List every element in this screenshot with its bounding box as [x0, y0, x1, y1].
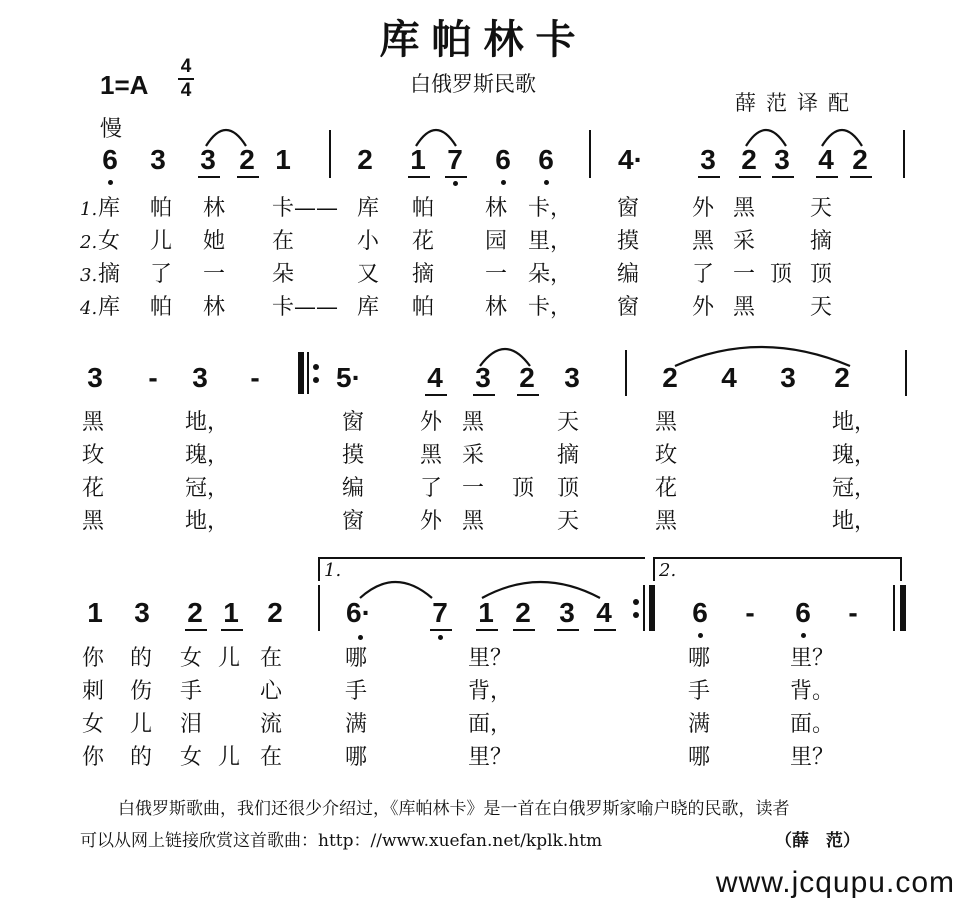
- barline: [625, 350, 627, 396]
- barline: [905, 350, 907, 396]
- volta-label-2: 2.: [659, 560, 677, 581]
- slur: [416, 130, 456, 146]
- lyric: 心: [260, 679, 283, 704]
- underline: [473, 394, 495, 396]
- lyric: 伤: [130, 679, 153, 704]
- note: 3: [87, 362, 103, 393]
- lyric: 采: [462, 443, 485, 468]
- repeat-dot: [633, 599, 639, 605]
- lyric: 编: [342, 476, 365, 501]
- lyric: 林: [485, 196, 508, 221]
- note: -: [250, 362, 260, 393]
- lyric: 地，: [832, 509, 877, 534]
- lyric: 又: [357, 262, 380, 287]
- lyric: 里？: [468, 745, 513, 770]
- lyric: 卡——: [272, 295, 339, 320]
- note: 3: [559, 597, 575, 628]
- lyric: 哪: [345, 646, 368, 671]
- lyric: 地，: [832, 410, 877, 435]
- lyric: 哪: [688, 745, 711, 770]
- footnote-signature: （薛 范）: [775, 831, 860, 851]
- lyric: 黑: [733, 295, 756, 320]
- lyric: 冠，: [185, 476, 230, 501]
- lyric: 儿: [150, 229, 173, 254]
- lyric: 花: [655, 476, 678, 501]
- lyric: 她: [203, 229, 226, 254]
- lyric: 林: [485, 295, 508, 320]
- lyric: 库: [98, 295, 121, 320]
- underline: [517, 394, 539, 396]
- note: 2: [662, 362, 678, 393]
- note: 3: [564, 362, 580, 393]
- note: 2: [519, 362, 535, 393]
- note: 2: [741, 144, 757, 175]
- lyric: 刺: [82, 679, 105, 704]
- lyric: 林: [203, 295, 226, 320]
- lyric: 天: [810, 196, 833, 221]
- underline: [430, 629, 452, 631]
- note: -: [148, 362, 158, 393]
- underline: [221, 629, 243, 631]
- underline: [476, 629, 498, 631]
- low-octave-dot: [438, 635, 443, 640]
- repeat-start-thin-bar: [307, 352, 309, 394]
- lyric: 采: [733, 229, 756, 254]
- volta-bracket-1: [318, 557, 645, 581]
- lyric: 了: [692, 262, 715, 287]
- lyric: 库: [357, 295, 380, 320]
- lyric: 库: [357, 196, 380, 221]
- lyric: 泪: [180, 712, 203, 737]
- note: 1: [478, 597, 494, 628]
- note: 2: [515, 597, 531, 628]
- lyric: 一: [485, 262, 508, 287]
- underline: [425, 394, 447, 396]
- verse-number: 3.: [80, 265, 98, 286]
- lyric: 黑: [655, 509, 678, 534]
- volta-bracket-2: [653, 557, 902, 581]
- slur: [360, 582, 432, 598]
- note: 3: [780, 362, 796, 393]
- key-signature: 1=A: [100, 70, 149, 100]
- lyric: 满: [688, 712, 711, 737]
- lyric: 瑰，: [185, 443, 230, 468]
- lyric: 卡，: [528, 196, 573, 221]
- lyric: 儿: [218, 745, 241, 770]
- lyric: 帕: [150, 295, 173, 320]
- note: 6: [795, 597, 811, 628]
- lyric: 园: [485, 229, 508, 254]
- repeat-dot: [313, 377, 319, 383]
- lyric: 黑: [82, 410, 105, 435]
- low-octave-dot: [358, 635, 363, 640]
- lyric: 一: [733, 262, 756, 287]
- note: 2: [267, 597, 283, 628]
- note: 6: [102, 144, 118, 175]
- lyric: 黑: [462, 410, 485, 435]
- lyric: 在: [260, 646, 283, 671]
- lyric: 天: [557, 509, 580, 534]
- note: -: [745, 597, 755, 628]
- lyric: 朵，: [528, 262, 573, 287]
- lyric: 一: [203, 262, 226, 287]
- arranger-credit: 薛范译配: [735, 91, 859, 115]
- lyric: 库: [98, 196, 121, 221]
- lyric: 帕: [150, 196, 173, 221]
- note: 5·: [336, 362, 361, 393]
- lyric: 地，: [185, 509, 230, 534]
- lyric: 你: [82, 646, 105, 671]
- lyric: 黑: [692, 229, 715, 254]
- repeat-end-thin-bar: [643, 585, 645, 631]
- note: 6: [495, 144, 511, 175]
- lyric: 黑: [462, 509, 485, 534]
- slur: [675, 347, 850, 366]
- time-signature-bottom: 4: [180, 80, 192, 101]
- lyric: 在: [260, 745, 283, 770]
- lyric: 天: [557, 410, 580, 435]
- low-octave-dot: [698, 633, 703, 638]
- lyric: 瑰，: [832, 443, 877, 468]
- low-octave-dot: [801, 633, 806, 638]
- lyric: 黑: [82, 509, 105, 534]
- footnote-line-2: 可以从网上链接欣赏这首歌曲：http：//www.xuefan.net/kplk.htm: [80, 831, 603, 851]
- lyric: 地，: [185, 410, 230, 435]
- lyric: 帕: [412, 196, 435, 221]
- lyric: 一: [462, 476, 485, 501]
- note: 6: [692, 597, 708, 628]
- lyric: 面。: [790, 712, 835, 737]
- repeat-dot: [313, 364, 319, 370]
- lyric: 女: [82, 712, 105, 737]
- lyric: 编: [617, 262, 640, 287]
- note: 1: [87, 597, 103, 628]
- lyric: 窗: [617, 196, 640, 221]
- note: 4: [721, 362, 737, 393]
- note: 7: [447, 144, 463, 175]
- lyric: 满: [345, 712, 368, 737]
- note: 4: [818, 144, 834, 175]
- lyric: 外: [692, 295, 715, 320]
- slur: [206, 130, 246, 146]
- note: 3: [774, 144, 790, 175]
- lyric: 外: [692, 196, 715, 221]
- lyric: 卡——: [272, 196, 339, 221]
- slur: [822, 130, 862, 146]
- lyric: 你: [82, 745, 105, 770]
- barline: [318, 585, 320, 631]
- lyric: 里？: [790, 646, 835, 671]
- repeat-start-thick-bar: [298, 352, 304, 394]
- lyric: 窗: [342, 509, 365, 534]
- lyric: 女: [180, 745, 203, 770]
- note: 2: [239, 144, 255, 175]
- lyric: 朵: [272, 262, 295, 287]
- note: 4: [596, 597, 612, 628]
- lyric: 顶: [557, 476, 580, 501]
- note: 3: [134, 597, 150, 628]
- lyric: 的: [130, 745, 153, 770]
- lyric: 背。: [790, 679, 835, 704]
- lyric: 摘: [557, 443, 580, 468]
- lyric: 摸: [342, 443, 365, 468]
- lyric: 了: [420, 476, 443, 501]
- tempo-marking: 慢: [100, 117, 123, 142]
- lyric: 天: [810, 295, 833, 320]
- lyric: 黑: [733, 196, 756, 221]
- lyric: 摘: [810, 229, 833, 254]
- note: 2: [187, 597, 203, 628]
- lyric: 帕: [412, 295, 435, 320]
- song-origin: 白俄罗斯民歌: [410, 72, 536, 96]
- lyric: 手: [688, 679, 711, 704]
- lyric: 儿: [130, 712, 153, 737]
- lyric: 顶: [810, 262, 833, 287]
- time-signature-top: 4: [180, 56, 192, 77]
- lyric: 黑: [655, 410, 678, 435]
- note: 7: [432, 597, 448, 628]
- lyric: 冠，: [832, 476, 877, 501]
- lyric: 花: [412, 229, 435, 254]
- note: 6·: [346, 597, 371, 628]
- verse-number: 1.: [80, 199, 98, 220]
- underline: [557, 629, 579, 631]
- note: 2: [357, 144, 373, 175]
- lyric: 面，: [468, 712, 513, 737]
- note: 1: [275, 144, 291, 175]
- lyric: 流: [260, 712, 283, 737]
- lyric: 里，: [528, 229, 573, 254]
- underline: [185, 629, 207, 631]
- lyric: 顶: [770, 262, 793, 287]
- lyric: 哪: [345, 745, 368, 770]
- volta-label-1: 1.: [324, 560, 342, 581]
- lyric: 外: [420, 509, 443, 534]
- note: 3: [150, 144, 166, 175]
- lyric: 摸: [617, 229, 640, 254]
- lyric: 里？: [790, 745, 835, 770]
- lyric: 花: [82, 476, 105, 501]
- repeat-dot: [633, 612, 639, 618]
- lyric: 了: [150, 262, 173, 287]
- note: -: [848, 597, 858, 628]
- note: 3: [475, 362, 491, 393]
- lyric: 窗: [617, 295, 640, 320]
- lyric: 玫: [82, 443, 105, 468]
- lyric: 林: [203, 196, 226, 221]
- slur: [746, 130, 786, 146]
- note: 3: [192, 362, 208, 393]
- verse-number: 4.: [80, 298, 98, 319]
- lyric: 小: [357, 229, 380, 254]
- lyric: 摘: [98, 262, 121, 287]
- lyric: 摘: [412, 262, 435, 287]
- lyric: 在: [272, 229, 295, 254]
- lyric: 窗: [342, 410, 365, 435]
- lyric: 手: [180, 679, 203, 704]
- note: 2: [852, 144, 868, 175]
- note: 3: [700, 144, 716, 175]
- underline: [513, 629, 535, 631]
- final-thick-bar: [900, 585, 906, 631]
- lyric: 儿: [218, 646, 241, 671]
- lyric: 哪: [688, 646, 711, 671]
- repeat-end-thick-bar: [649, 585, 655, 631]
- lyric: 顶: [512, 476, 535, 501]
- footnote-line-1: 白俄罗斯歌曲，我们还很少介绍过，《库帕林卡》是一首在白俄罗斯家喻户晓的民歌，读者: [118, 799, 790, 819]
- lyric: 的: [130, 646, 153, 671]
- note: 6: [538, 144, 554, 175]
- underline: [594, 629, 616, 631]
- lyric: 女: [98, 229, 121, 254]
- note: 3: [200, 144, 216, 175]
- lyric: 外: [420, 410, 443, 435]
- slur: [482, 582, 600, 598]
- note: 2: [834, 362, 850, 393]
- site-watermark: www.jcqupu.com: [715, 866, 955, 899]
- lyric: 背，: [468, 679, 513, 704]
- song-title: 库帕林卡: [379, 16, 588, 63]
- lyric: 卡，: [528, 295, 573, 320]
- verse-number: 2.: [80, 232, 98, 253]
- note: 4: [427, 362, 443, 393]
- lyric: 手: [345, 679, 368, 704]
- lyric: 玫: [655, 443, 678, 468]
- lyric: 女: [180, 646, 203, 671]
- lyric: 里？: [468, 646, 513, 671]
- note: 4·: [618, 144, 643, 175]
- note: 1: [410, 144, 426, 175]
- lyric: 黑: [420, 443, 443, 468]
- final-thin-bar: [893, 585, 895, 631]
- note: 1: [223, 597, 239, 628]
